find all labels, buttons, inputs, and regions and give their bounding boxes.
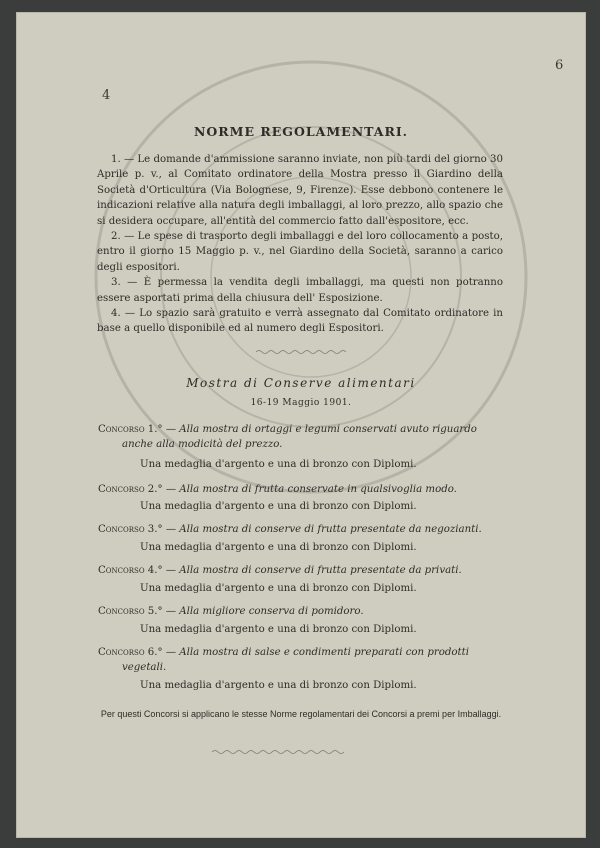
concorso-desc: Alla mostra di conserve di frutta presentate da negozianti. — [179, 524, 482, 535]
wavy-divider-1 — [16, 348, 586, 356]
concorso-1: Concorso 1.° — Alla mostra di ortaggi e legumi conservati avuto riguardo anche alla modicità del prezzo. — [98, 422, 508, 452]
rule-paragraph-4: 4. — Lo spazio sarà gratuito e verrà assegnato dal Comitato ordinatore in base a quello disponibile ed al numero degli Espositori. — [97, 308, 503, 335]
concorso-6: Concorso 6.° — Alla mostra di salse e condimenti preparati con prodotti vegetali. — [98, 645, 508, 675]
concorso-prize: Una medaglia d'argento e una di bronzo con Diplomi. — [140, 459, 417, 470]
concorso-desc: Alla mostra di conserve di frutta presentate da privati. — [179, 565, 462, 576]
concorso-2: Concorso 2.° — Alla mostra di frutta conservate in qualsivoglia modo. — [98, 484, 457, 495]
concorso-prize: Una medaglia d'argento e una di bronzo con Diplomi. — [140, 680, 417, 691]
page-number-right: 6 — [555, 58, 564, 73]
concorso-desc: Alla mostra di ortaggi e legumi conservati avuto riguardo — [179, 424, 477, 435]
concorso-prize: Una medaglia d'argento e una di bronzo con Diplomi. — [140, 501, 417, 512]
norme-title: NORME REGOLAMENTARI. — [193, 124, 409, 139]
page-number-left: 4 — [102, 88, 111, 103]
wavy-divider-2 — [16, 748, 586, 756]
concorso-head: Concorso 4.° — [98, 565, 163, 576]
rule-paragraph-2: 2. — Le spese di trasporto degli imballaggi e del loro collocamento a posto, entro il giorno 15 Maggio p. v., nel Giardino della Società, saranno a carico degli espositori. — [97, 231, 503, 273]
mostra-title: Mostra di Conserve alimentari — [186, 376, 416, 390]
concorso-head: Concorso 3.° — [98, 524, 163, 535]
concorso-prize: Una medaglia d'argento e una di bronzo con Diplomi. — [140, 583, 417, 594]
concorso-head: Concorso 5.° — [98, 606, 163, 617]
rule-paragraph-1: 1. — Le domande d'ammissione saranno inviate, non più tardi del giorno 30 Aprile p. v., al Comitato ordinatore della Mostra presso il Giardino della Società d'Orticultura (Via Bolognese, 9, Firenze). Esse debbono contenere le indicazioni relative alla natura degli imballaggi, al loro prezzo, allo spazio che si desidera occupare, all'entità del commercio fatto dall'espositore, ecc. — [97, 154, 503, 227]
concorso-prize: Una medaglia d'argento e una di bronzo con Diplomi. — [140, 542, 417, 553]
concorso-head: Concorso 2.° — [98, 484, 163, 495]
norme-rules — [97, 152, 503, 337]
rule-paragraph-3: 3. — È permessa la vendita degli imballaggi, ma questi non potranno essere asportati prima della chiusura dell' Esposizione. — [97, 277, 503, 304]
mostra-date: 16-19 Maggio 1901. — [250, 398, 352, 408]
concorso-5: Concorso 5.° — Alla migliore conserva di pomidoro. — [98, 606, 364, 617]
concorso-3: Concorso 3.° — Alla mostra di conserve di frutta presentate da negozianti. — [98, 524, 482, 535]
concorso-desc: Alla migliore conserva di pomidoro. — [179, 606, 364, 617]
concorso-head: Concorso 1.° — [98, 424, 163, 435]
concorso-4: Concorso 4.° — Alla mostra di conserve di frutta presentate da privati. — [98, 565, 462, 576]
concorso-head: Concorso 6.° — [98, 647, 163, 658]
concorso-desc-continued: anche alla modicità del prezzo. — [122, 439, 283, 450]
document-page — [16, 12, 586, 838]
concorso-desc: Alla mostra di frutta conservate in qualsivoglia modo. — [179, 484, 457, 495]
concorso-desc-continued: vegetali. — [122, 662, 167, 673]
concorsi-footnote: Per questi Concorsi si applicano le stesse Norme regolamentari dei Concorsi a premi per Imballaggi. — [100, 709, 502, 719]
concorso-desc: Alla mostra di salse e condimenti preparati con prodotti — [179, 647, 469, 658]
concorso-prize: Una medaglia d'argento e una di bronzo con Diplomi. — [140, 624, 417, 635]
